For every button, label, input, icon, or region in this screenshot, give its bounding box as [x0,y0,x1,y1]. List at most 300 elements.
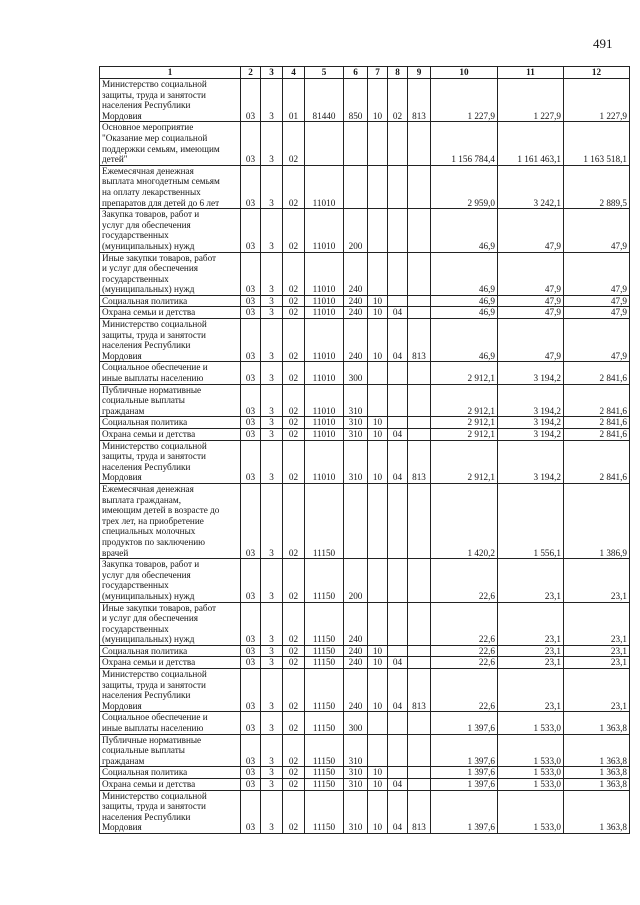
table-cell [408,429,431,441]
table-cell: 1 156 784,4 [431,122,498,165]
table-cell: 47,9 [498,209,564,252]
table-cell: 11010 [305,209,344,252]
table-cell: 47,9 [564,252,630,295]
row-name-cell: Социальная политика [100,417,241,429]
table-cell: 10 [368,669,388,712]
table-cell: 11010 [305,417,344,429]
table-cell: 23,1 [564,602,630,645]
table-cell: 10 [368,779,388,791]
table-cell: 11150 [305,790,344,833]
table-cell: 47,9 [564,209,630,252]
table-cell: 240 [344,252,368,295]
table-cell: 47,9 [564,319,630,362]
table-cell: 11150 [305,645,344,657]
table-cell: 1 533,0 [498,779,564,791]
row-name-cell: Охрана семьи и детства [100,429,241,441]
table-cell: 300 [344,712,368,734]
table-cell: 03 [241,734,261,767]
column-header: 9 [408,67,431,79]
table-cell: 02 [283,417,305,429]
table-cell: 200 [344,209,368,252]
table-cell: 81440 [305,79,344,122]
table-cell [408,165,431,208]
row-name-cell: Ежемесячная денежная выплата многодетным семьям на оплату лекарственных препаратов для детей до 6 лет [100,165,241,208]
table-cell [388,122,408,165]
table-cell: 310 [344,384,368,417]
table-body [100,79,630,834]
table-cell: 02 [283,295,305,307]
table-cell: 11010 [305,307,344,319]
row-name-cell: Публичные нормативные социальные выплаты гражданам [100,734,241,767]
table-cell: 03 [241,483,261,558]
table-cell [408,307,431,319]
table-cell: 02 [283,645,305,657]
table-row [100,483,630,558]
table-cell [408,384,431,417]
column-header: 7 [368,67,388,79]
table-cell [368,165,388,208]
budget-table [99,66,630,834]
table-row [100,559,630,602]
table-cell: 11150 [305,669,344,712]
table-cell: 11010 [305,252,344,295]
table-cell: 47,9 [498,307,564,319]
table-cell: 03 [241,384,261,417]
column-header: 10 [431,67,498,79]
table-cell [408,417,431,429]
table-cell: 1 420,2 [431,483,498,558]
table-cell: 11150 [305,712,344,734]
table-cell [408,767,431,779]
table-cell [388,295,408,307]
table-cell: 3 194,2 [498,384,564,417]
table-cell: 22,6 [431,559,498,602]
table-cell [388,483,408,558]
column-header: 2 [241,67,261,79]
table-cell: 10 [368,295,388,307]
table-cell: 02 [283,602,305,645]
table-cell: 03 [241,602,261,645]
table-cell: 1 556,1 [498,483,564,558]
row-name-cell: Социальное обеспечение и иные выплаты населению [100,362,241,384]
table-cell: 04 [388,319,408,362]
table-cell: 03 [241,790,261,833]
table-row [100,440,630,483]
table-cell: 1 227,9 [564,79,630,122]
table-row [100,384,630,417]
table-cell: 23,1 [498,602,564,645]
table-cell [368,559,388,602]
row-name-cell: Ежемесячная денежная выплата гражданам, имеющим детей в возрасте до трех лет, на приобретение специальных молочных продуктов по заключению врачей [100,483,241,558]
table-cell: 3 194,2 [498,440,564,483]
table-cell: 3 [261,734,283,767]
table-cell: 22,6 [431,669,498,712]
table-cell: 3 [261,417,283,429]
table-cell: 10 [368,429,388,441]
table-cell: 02 [283,767,305,779]
table-cell: 46,9 [431,307,498,319]
table-cell: 3 [261,165,283,208]
table-cell: 1 533,0 [498,712,564,734]
row-name-cell: Социальная политика [100,295,241,307]
column-header: 3 [261,67,283,79]
table-cell [408,657,431,669]
table-cell [388,559,408,602]
header-row [100,67,630,79]
table-cell: 11010 [305,319,344,362]
row-name-cell: Охрана семьи и детства [100,657,241,669]
table-cell: 813 [408,319,431,362]
table-cell: 02 [283,319,305,362]
table-cell: 1 363,8 [564,779,630,791]
table-cell: 04 [388,790,408,833]
table-cell: 47,9 [498,295,564,307]
table-cell: 2 912,1 [431,440,498,483]
row-name-cell: Социальная политика [100,767,241,779]
table-cell: 240 [344,307,368,319]
row-name-cell: Закупка товаров, работ и услуг для обеспечения государственных (муниципальных) нужд [100,559,241,602]
table-cell [408,712,431,734]
table-cell: 310 [344,417,368,429]
table-cell: 03 [241,295,261,307]
table-cell: 02 [283,790,305,833]
table-cell: 3 242,1 [498,165,564,208]
table-cell [388,165,408,208]
table-cell: 22,6 [431,645,498,657]
table-cell: 22,6 [431,602,498,645]
table-cell: 04 [388,429,408,441]
table-cell: 11150 [305,483,344,558]
table-cell: 10 [368,307,388,319]
table-row [100,209,630,252]
table-cell: 3 [261,362,283,384]
table-cell: 03 [241,440,261,483]
table-cell: 02 [283,429,305,441]
table-cell: 11150 [305,779,344,791]
table-cell: 02 [283,165,305,208]
table-cell: 02 [283,669,305,712]
column-header: 11 [498,67,564,79]
table-cell [344,122,368,165]
table-cell: 04 [388,657,408,669]
table-cell [388,209,408,252]
row-name-cell: Иные закупки товаров, работ и услуг для обеспечения государственных (муниципальных) нужд [100,252,241,295]
table-cell: 240 [344,657,368,669]
table-cell [344,483,368,558]
table-cell [388,767,408,779]
table-cell: 310 [344,767,368,779]
table-cell: 813 [408,669,431,712]
table-row [100,669,630,712]
table-cell: 03 [241,779,261,791]
table-cell: 2 912,1 [431,384,498,417]
table-cell: 23,1 [498,669,564,712]
row-name-cell: Министерство социальной защиты, труда и занятости населения Республики Мордовия [100,79,241,122]
table-cell: 3 [261,209,283,252]
table-cell: 11150 [305,767,344,779]
table-cell: 310 [344,440,368,483]
table-row [100,165,630,208]
table-cell: 813 [408,79,431,122]
table-cell: 47,9 [498,252,564,295]
table-cell [408,295,431,307]
table-cell: 3 [261,602,283,645]
table-cell: 3 [261,295,283,307]
table-cell: 02 [283,712,305,734]
table-cell: 04 [388,669,408,712]
table-cell [368,384,388,417]
table-row [100,790,630,833]
table-cell: 3 [261,79,283,122]
table-cell: 04 [388,440,408,483]
table-cell: 03 [241,319,261,362]
table-cell: 02 [283,483,305,558]
table-cell: 03 [241,417,261,429]
table-row [100,657,630,669]
table-cell: 22,6 [431,657,498,669]
table-cell: 240 [344,295,368,307]
table-cell: 47,9 [498,319,564,362]
table-cell: 04 [388,307,408,319]
table-cell: 3 [261,252,283,295]
table-cell: 02 [283,307,305,319]
table-cell: 2 841,6 [564,429,630,441]
table-cell: 2 841,6 [564,384,630,417]
column-header: 12 [564,67,630,79]
table-cell: 300 [344,362,368,384]
table-cell: 3 [261,712,283,734]
table-cell: 11010 [305,384,344,417]
table-cell: 1 363,8 [564,790,630,833]
table-cell: 11150 [305,734,344,767]
table-cell [368,734,388,767]
table-cell: 11010 [305,295,344,307]
table-row [100,645,630,657]
table-cell: 3 194,2 [498,362,564,384]
table-cell: 02 [283,209,305,252]
table-cell: 10 [368,767,388,779]
table-row [100,295,630,307]
column-header: 1 [100,67,241,79]
table-cell: 23,1 [564,559,630,602]
table-cell [368,483,388,558]
table-cell: 03 [241,252,261,295]
table-cell: 02 [283,559,305,602]
table-cell: 3 [261,669,283,712]
table-cell: 3 [261,319,283,362]
table-cell: 240 [344,669,368,712]
table-cell: 1 533,0 [498,767,564,779]
table-cell: 3 [261,779,283,791]
table-cell: 02 [283,440,305,483]
table-cell: 02 [283,252,305,295]
table-cell: 1 533,0 [498,734,564,767]
table-cell: 3 [261,122,283,165]
table-cell [408,645,431,657]
table-cell: 02 [283,122,305,165]
table-cell: 10 [368,657,388,669]
table-cell: 3 194,2 [498,429,564,441]
table-cell [388,252,408,295]
table-cell: 23,1 [564,669,630,712]
table-cell: 46,9 [431,319,498,362]
row-name-cell: Министерство социальной защиты, труда и занятости населения Республики Мордовия [100,440,241,483]
table-row [100,252,630,295]
table-cell: 02 [283,657,305,669]
table-row [100,307,630,319]
table-cell: 2 912,1 [431,417,498,429]
table-cell: 10 [368,790,388,833]
table-cell: 3 [261,559,283,602]
table-cell: 1 363,8 [564,712,630,734]
table-cell: 46,9 [431,209,498,252]
table-row [100,602,630,645]
row-name-cell: Закупка товаров, работ и услуг для обеспечения государственных (муниципальных) нужд [100,209,241,252]
table-cell [408,209,431,252]
table-cell: 23,1 [498,559,564,602]
table-cell: 1 397,6 [431,779,498,791]
table-cell [388,712,408,734]
row-name-cell: Социальное обеспечение и иные выплаты населению [100,712,241,734]
table-cell: 3 [261,790,283,833]
table-cell: 23,1 [564,657,630,669]
row-name-cell: Министерство социальной защиты, труда и занятости населения Республики Мордовия [100,669,241,712]
table-cell: 3 194,2 [498,417,564,429]
table-cell: 240 [344,319,368,362]
table-cell [368,362,388,384]
table-cell: 23,1 [498,657,564,669]
table-cell: 240 [344,602,368,645]
table-cell: 03 [241,657,261,669]
row-name-cell: Охрана семьи и детства [100,307,241,319]
row-name-cell: Министерство социальной защиты, труда и занятости населения Республики Мордовия [100,790,241,833]
table-cell [368,122,388,165]
table-cell [408,602,431,645]
table-cell [388,602,408,645]
table-cell [408,734,431,767]
table-cell: 23,1 [564,645,630,657]
table-cell: 1 227,9 [498,79,564,122]
table-cell: 10 [368,319,388,362]
table-cell: 850 [344,79,368,122]
table-cell [368,602,388,645]
table-cell: 03 [241,559,261,602]
table-cell: 2 841,6 [564,440,630,483]
table-cell: 03 [241,209,261,252]
table-cell [305,122,344,165]
table-cell: 11150 [305,657,344,669]
table-cell: 02 [388,79,408,122]
table-cell [388,645,408,657]
table-cell: 47,9 [564,307,630,319]
table-cell [368,712,388,734]
table-cell: 11010 [305,362,344,384]
table-cell: 1 397,6 [431,734,498,767]
table-row [100,712,630,734]
table-cell: 1 397,6 [431,712,498,734]
table-cell [388,384,408,417]
table-cell: 1 533,0 [498,790,564,833]
table-cell: 02 [283,734,305,767]
table-row [100,122,630,165]
table-cell: 1 363,8 [564,767,630,779]
column-header: 5 [305,67,344,79]
table-cell: 1 227,9 [431,79,498,122]
table-cell: 3 [261,767,283,779]
row-name-cell: Публичные нормативные социальные выплаты гражданам [100,384,241,417]
table-cell: 03 [241,767,261,779]
table-cell: 02 [283,384,305,417]
column-header: 8 [388,67,408,79]
table-cell [408,362,431,384]
table-cell: 11150 [305,559,344,602]
table-row [100,734,630,767]
table-cell [408,483,431,558]
table-cell [388,362,408,384]
table-cell: 3 [261,483,283,558]
table-cell: 1 161 463,1 [498,122,564,165]
table-cell: 03 [241,429,261,441]
table-cell: 03 [241,645,261,657]
table-cell [408,252,431,295]
table-cell [368,252,388,295]
table-row [100,362,630,384]
table-cell: 46,9 [431,295,498,307]
table-cell: 03 [241,165,261,208]
table-cell [408,559,431,602]
table-cell: 1 397,6 [431,767,498,779]
table-cell: 03 [241,712,261,734]
table-cell: 3 [261,645,283,657]
table-cell [408,122,431,165]
table-cell: 310 [344,779,368,791]
table-cell: 01 [283,79,305,122]
table-cell: 03 [241,669,261,712]
table-row [100,767,630,779]
table-cell: 2 889,5 [564,165,630,208]
table-row [100,779,630,791]
table-cell: 10 [368,79,388,122]
row-name-cell: Социальная политика [100,645,241,657]
table-cell: 1 363,8 [564,734,630,767]
table-row [100,79,630,122]
table-cell: 11010 [305,440,344,483]
column-header: 6 [344,67,368,79]
row-name-cell: Министерство социальной защиты, труда и занятости населения Республики Мордовия [100,319,241,362]
table-cell: 310 [344,429,368,441]
row-name-cell: Охрана семьи и детства [100,779,241,791]
table-cell: 46,9 [431,252,498,295]
column-header: 4 [283,67,305,79]
table-cell: 813 [408,440,431,483]
table-cell [408,779,431,791]
table-cell: 03 [241,307,261,319]
table-cell: 2 841,6 [564,362,630,384]
table-cell: 2 912,1 [431,362,498,384]
table-cell: 11150 [305,602,344,645]
table-cell: 04 [388,779,408,791]
table-cell: 200 [344,559,368,602]
table-row [100,417,630,429]
table-cell: 3 [261,429,283,441]
row-name-cell: Основное мероприятие "Оказание мер социальной поддержки семьям, имеющим детей" [100,122,241,165]
table-cell: 3 [261,657,283,669]
table-cell: 02 [283,362,305,384]
table-cell [368,209,388,252]
table-cell: 03 [241,362,261,384]
row-name-cell: Иные закупки товаров, работ и услуг для обеспечения государственных (муниципальных) нужд [100,602,241,645]
table-cell: 2 959,0 [431,165,498,208]
